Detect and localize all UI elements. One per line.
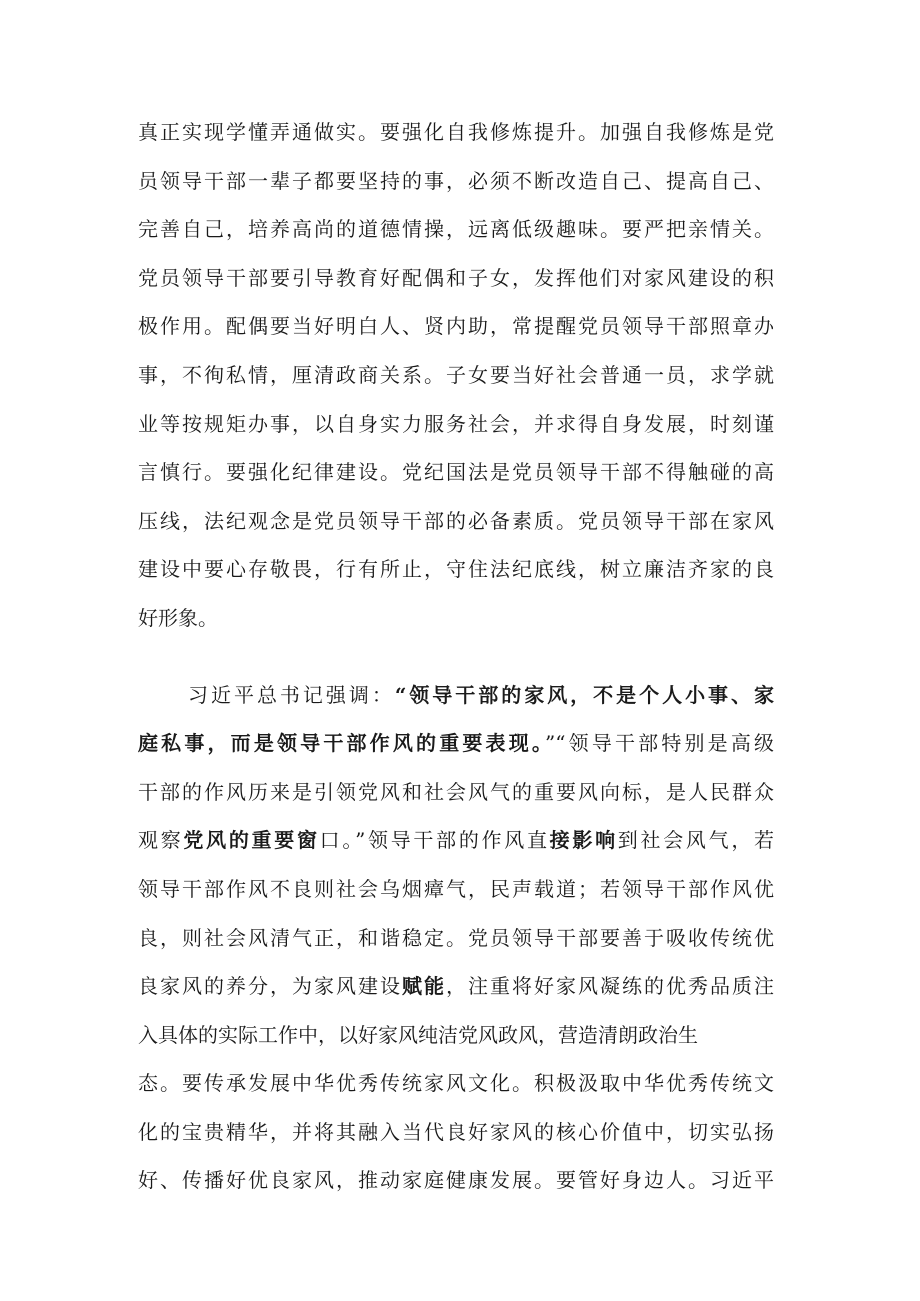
paragraph-1 (138, 108, 774, 643)
text-run: ”“领导干部特别是高级 (545, 731, 774, 756)
text-line (138, 545, 774, 594)
text-run: 真正实现学懂弄通做实。要强化自我修炼提升。加强自我修炼是党 (138, 120, 774, 144)
text-run: 良，则社会风清气正，和谐稳定。党员领导干部要善于吸收传统优 (138, 925, 774, 950)
text-run: 事，不徇私情，厘清政商关系。子女要当好社会普通一员，求学就 (138, 362, 774, 387)
text-line (138, 254, 774, 303)
text-run: 化的宝贵精华，并将其融入当代良好家风的核心价值中，切实弘扬 (138, 1119, 774, 1144)
text-line (138, 1059, 774, 1108)
document-page (138, 108, 774, 1205)
text-run: ，注重将好家风凝练的优秀品质注 (446, 974, 774, 999)
emphasized-text: 庭私事，而是领导干部作风的重要表现。 (138, 731, 546, 756)
text-line (138, 962, 774, 1011)
text-run: 观察 (138, 828, 184, 853)
paragraph-gap (138, 643, 774, 671)
text-line (138, 816, 774, 865)
text-line (138, 497, 774, 546)
text-run: 极作用。配偶要当好明白人、贤内助，常提醒党员领导干部照章办 (138, 314, 774, 339)
text-line (138, 768, 774, 817)
text-run: 口。”领导干部的作风直 (319, 828, 550, 853)
text-line (138, 719, 774, 768)
text-run: 压线，法纪观念是党员领导干部的必备素质。党员领导干部在家风 (138, 508, 774, 533)
text-line (138, 865, 774, 914)
paragraph-2 (138, 671, 774, 1206)
emphasized-text: 赋能 (402, 974, 446, 999)
text-line (138, 205, 774, 254)
text-line (138, 448, 774, 497)
text-line (138, 157, 774, 206)
text-run: 党员领导干部要引导教育好配偶和子女，发挥他们对家风建设的积 (138, 265, 774, 290)
text-run: 好形象。 (138, 605, 218, 630)
text-run: 业等按规矩办事，以自身实力服务社会，并求得自身发展，时刻谨 (138, 411, 774, 436)
text-run: 到社会风气，若 (617, 828, 774, 853)
text-run: 好、传播好优良家风，推动家庭健康发展。要管好身边人。习近平 (138, 1168, 774, 1193)
text-line (138, 1011, 774, 1060)
text-run: 干部的作风历来是引领党风和社会风气的重要风向标，是人民群众 (138, 779, 774, 804)
text-run: 完善自己，培养高尚的道德情操，远离低级趣味。要严把亲情关。 (138, 217, 774, 242)
text-run: 良家风的养分，为家风建设 (138, 974, 402, 999)
text-line (138, 302, 774, 351)
text-run: 言慎行。要强化纪律建设。党纪国法是党员领导干部不得触碰的高 (138, 460, 774, 485)
text-run: 建设中要心存敬畏，行有所止，守住法纪底线，树立廉洁齐家的良 (138, 557, 774, 582)
emphasized-text: “领导干部的家风，不是个人小事、家 (394, 682, 774, 707)
text-line (138, 1156, 774, 1205)
emphasized-text: 党风的重要窗 (183, 828, 320, 853)
emphasized-text: 接影响 (549, 828, 618, 853)
text-line (138, 914, 774, 963)
text-run: 态。要传承发展中华优秀传统家风文化。积极汲取中华优秀传统文 (138, 1071, 774, 1096)
text-line (138, 351, 774, 400)
text-line (138, 1108, 774, 1157)
text-run: 习近平总书记强调： (188, 682, 395, 707)
text-line (138, 108, 774, 157)
text-line (138, 400, 774, 449)
text-run: 员领导干部一辈子都要坚持的事，必须不断改造自己、提高自己、 (138, 168, 774, 193)
text-run: 入具体的实际工作中，以好家风纯洁党风政风，营造清朗政治生 (138, 1022, 698, 1047)
text-line (138, 594, 774, 643)
text-run: 领导干部作风不良则社会乌烟瘴气，民声载道；若领导干部作风优 (138, 876, 774, 901)
text-line (138, 671, 774, 720)
